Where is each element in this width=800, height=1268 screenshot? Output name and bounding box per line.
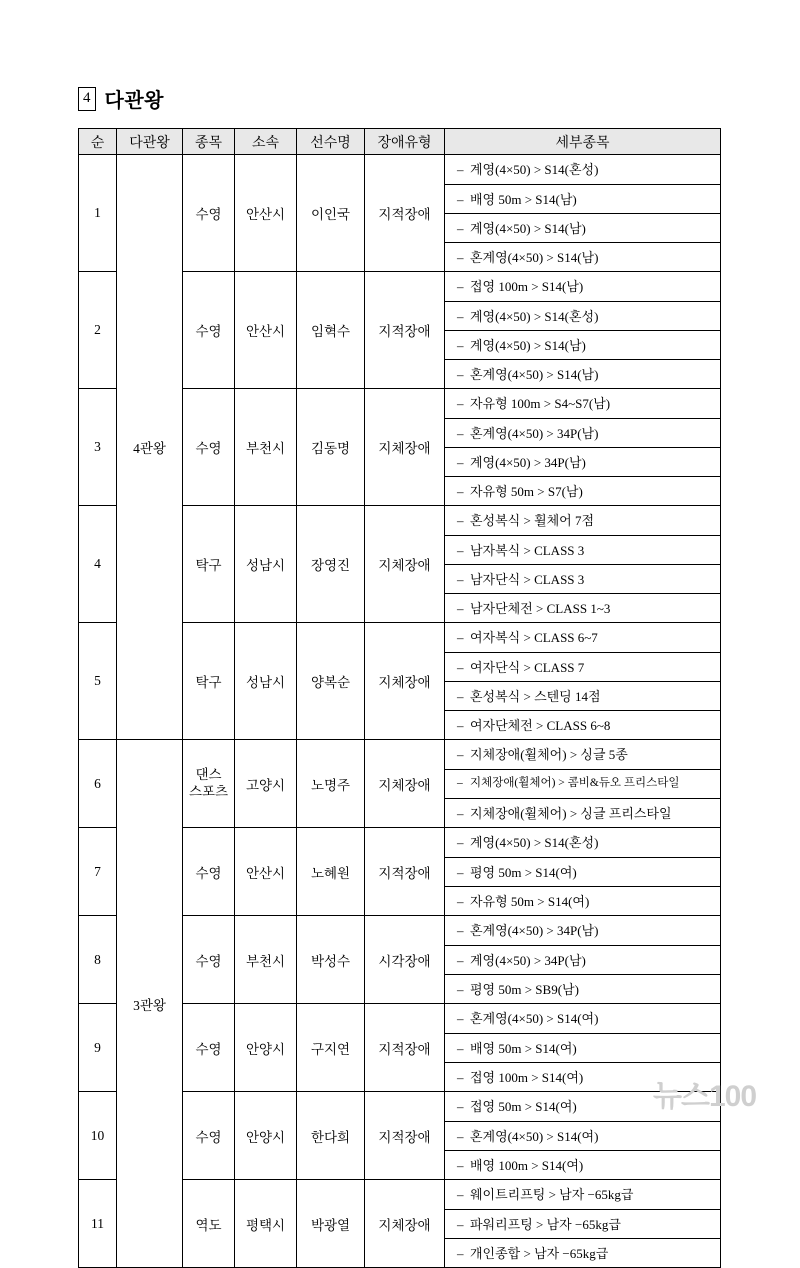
bullet-dash-icon: –: [457, 1245, 464, 1261]
detail-event-list: [445, 389, 720, 505]
detail-event-item: – 평영 50m > SB9(남): [445, 974, 720, 1003]
column-header-detail: 세부종목: [445, 129, 721, 155]
cell-team: 고양시: [235, 740, 297, 828]
cell-disability-type: 지적장애: [365, 272, 445, 389]
bullet-dash-icon: –: [457, 542, 464, 558]
bullet-dash-icon: –: [457, 1099, 464, 1114]
watermark: 뉴스100: [652, 1080, 756, 1113]
detail-event-item: – 혼계영(4×50) > 34P(남): [457, 923, 599, 938]
column-header-team: 소속: [235, 129, 297, 155]
cell-event: 수영: [183, 272, 235, 389]
detail-event-item: – 배영 50m > S14(남): [445, 184, 720, 213]
detail-event-list: [445, 1180, 720, 1267]
cell-athlete-name: 노명주: [297, 740, 365, 828]
cell-disability-type: 지체장애: [365, 389, 445, 506]
bullet-dash-icon: –: [457, 600, 464, 616]
bullet-dash-icon: –: [457, 1040, 464, 1056]
bullet-dash-icon: –: [457, 396, 464, 411]
detail-event-item: – 평영 50m > S14(여): [445, 857, 720, 886]
bullet-dash-icon: –: [457, 454, 464, 470]
detail-event-item: – 여자단체전 > CLASS 6~8: [445, 710, 720, 739]
detail-event-item: – 지체장애(휠체어) > 싱글 프리스타일: [445, 798, 720, 827]
cell-no: 6: [79, 740, 117, 828]
column-header-award: 다관왕: [117, 129, 183, 155]
bullet-dash-icon: –: [457, 952, 464, 968]
cell-athlete-name: 김동명: [297, 389, 365, 506]
cell-detail-events: [445, 740, 721, 828]
cell-team: 안산시: [235, 155, 297, 272]
bullet-dash-icon: –: [457, 659, 464, 675]
detail-event-item: – 계영(4×50) > S14(남): [445, 330, 720, 359]
cell-detail-events: [445, 916, 721, 1004]
cell-disability-type: 지체장애: [365, 623, 445, 740]
cell-event: 수영: [183, 1004, 235, 1092]
cell-athlete-name: 장영진: [297, 506, 365, 623]
detail-event-item: – 웨이트리프팅 > 남자 −65kg급: [457, 1187, 634, 1202]
detail-event-item: – 남자단체전 > CLASS 1~3: [445, 593, 720, 622]
detail-event-item: – 계영(4×50) > S14(혼성): [445, 301, 720, 330]
cell-no: 10: [79, 1092, 117, 1180]
cell-athlete-name: 구지연: [297, 1004, 365, 1092]
cell-detail-events: [445, 155, 721, 272]
detail-event-item: – 계영(4×50) > S14(혼성): [457, 162, 599, 177]
detail-event-item: – 혼계영(4×50) > S14(남): [445, 359, 720, 388]
bullet-dash-icon: –: [457, 630, 464, 645]
table-row: [79, 740, 721, 828]
bullet-dash-icon: –: [457, 717, 464, 733]
detail-event-item: – 혼계영(4×50) > S14(여): [457, 1011, 599, 1026]
bullet-dash-icon: –: [457, 279, 464, 294]
cell-disability-type: 지적장애: [365, 1092, 445, 1180]
cell-team: 평택시: [235, 1180, 297, 1268]
bullet-dash-icon: –: [457, 1128, 464, 1144]
detail-event-item: – 지체장애(휠체어) > 싱글 5종: [457, 747, 628, 762]
detail-event-item: – 남자복식 > CLASS 3: [445, 535, 720, 564]
detail-event-item: – 접영 50m > S14(여): [457, 1099, 577, 1114]
bullet-dash-icon: –: [457, 191, 464, 207]
detail-event-list: [445, 916, 720, 1003]
bullet-dash-icon: –: [457, 1216, 464, 1232]
cell-event: 탁구: [183, 623, 235, 740]
bullet-dash-icon: –: [457, 513, 464, 528]
cell-team: 성남시: [235, 506, 297, 623]
cell-team: 안산시: [235, 272, 297, 389]
detail-event-list: [445, 828, 720, 915]
bullet-dash-icon: –: [457, 337, 464, 353]
detail-event-item: – 계영(4×50) > S14(남): [445, 213, 720, 242]
column-header-no: 순: [79, 129, 117, 155]
cell-no: 7: [79, 828, 117, 916]
table-row: [79, 155, 721, 272]
cell-award-group: 4관왕: [117, 155, 183, 740]
detail-event-item: – 여자단식 > CLASS 7: [445, 652, 720, 681]
bullet-dash-icon: –: [457, 483, 464, 499]
cell-event: 역도: [183, 1180, 235, 1268]
table-header-row: [79, 129, 721, 155]
cell-no: 3: [79, 389, 117, 506]
detail-event-item: – 계영(4×50) > 34P(남): [445, 945, 720, 974]
bullet-dash-icon: –: [457, 805, 464, 821]
cell-disability-type: 지적장애: [365, 828, 445, 916]
bullet-dash-icon: –: [457, 893, 464, 909]
bullet-dash-icon: –: [457, 835, 464, 850]
detail-event-item: – 남자단식 > CLASS 3: [445, 564, 720, 593]
detail-event-item: – 혼계영(4×50) > 34P(남): [445, 418, 720, 447]
cell-detail-events: [445, 1180, 721, 1268]
cell-detail-events: [445, 623, 721, 740]
detail-event-list: [445, 506, 720, 622]
cell-disability-type: 지적장애: [365, 1004, 445, 1092]
cell-no: 2: [79, 272, 117, 389]
detail-event-item: – 계영(4×50) > S14(혼성): [457, 835, 599, 850]
bullet-dash-icon: –: [457, 777, 463, 790]
detail-event-item: – 파워리프팅 > 남자 −65kg급: [445, 1209, 720, 1238]
cell-athlete-name: 박광열: [297, 1180, 365, 1268]
detail-event-item: – 자유형 50m > S7(남): [445, 476, 720, 505]
bullet-dash-icon: –: [457, 571, 464, 587]
cell-athlete-name: 임혁수: [297, 272, 365, 389]
bullet-dash-icon: –: [457, 425, 464, 441]
detail-event-item: – 계영(4×50) > 34P(남): [445, 447, 720, 476]
cell-disability-type: 시각장애: [365, 916, 445, 1004]
detail-event-item: – 여자복식 > CLASS 6~7: [457, 630, 598, 645]
column-header-event: 종목: [183, 129, 235, 155]
detail-event-item: – 지체장애(휠체어) > 콤비&듀오 프리스타일: [445, 769, 720, 798]
cell-disability-type: 지체장애: [365, 740, 445, 828]
cell-event: 수영: [183, 155, 235, 272]
cell-athlete-name: 노혜원: [297, 828, 365, 916]
bullet-dash-icon: –: [457, 1069, 464, 1085]
cell-team: 부천시: [235, 916, 297, 1004]
bullet-dash-icon: –: [457, 366, 464, 382]
cell-athlete-name: 양복순: [297, 623, 365, 740]
bullet-dash-icon: –: [457, 249, 464, 265]
bullet-dash-icon: –: [457, 1157, 464, 1173]
cell-disability-type: 지체장애: [365, 1180, 445, 1268]
section-title: 다관왕: [104, 90, 164, 112]
detail-event-item: – 배영 50m > S14(여): [445, 1033, 720, 1062]
cell-detail-events: [445, 389, 721, 506]
cell-no: 4: [79, 506, 117, 623]
bullet-dash-icon: –: [457, 1187, 464, 1202]
detail-event-list: [445, 272, 720, 388]
cell-event: 수영: [183, 1092, 235, 1180]
bullet-dash-icon: –: [457, 981, 464, 997]
bullet-dash-icon: –: [457, 220, 464, 236]
cell-team: 안산시: [235, 828, 297, 916]
cell-athlete-name: 이인국: [297, 155, 365, 272]
cell-no: 8: [79, 916, 117, 1004]
cell-detail-events: [445, 828, 721, 916]
bullet-dash-icon: –: [457, 864, 464, 880]
cell-no: 9: [79, 1004, 117, 1092]
bullet-dash-icon: –: [457, 747, 464, 762]
table-body: [79, 155, 721, 1268]
bullet-dash-icon: –: [457, 162, 464, 177]
detail-event-list: [445, 740, 720, 827]
cell-event: 수영: [183, 828, 235, 916]
cell-team: 성남시: [235, 623, 297, 740]
detail-event-item: – 접영 100m > S14(여): [445, 1062, 720, 1091]
cell-disability-type: 지적장애: [365, 155, 445, 272]
cell-team: 안양시: [235, 1092, 297, 1180]
detail-event-item: – 자유형 50m > S14(여): [445, 886, 720, 915]
cell-event: 수영: [183, 916, 235, 1004]
cell-no: 11: [79, 1180, 117, 1268]
cell-detail-events: [445, 272, 721, 389]
cell-athlete-name: 박성수: [297, 916, 365, 1004]
multi-gold-medalist-table: [78, 128, 721, 1268]
cell-event: 탁구: [183, 506, 235, 623]
cell-no: 1: [79, 155, 117, 272]
detail-event-item: – 자유형 100m > S4~S7(남): [457, 396, 611, 411]
cell-athlete-name: 한다희: [297, 1092, 365, 1180]
detail-event-item: – 개인종합 > 남자 −65kg급: [445, 1238, 720, 1267]
detail-event-item: – 혼성복식 > 휠체어 7점: [457, 513, 595, 528]
column-header-athlete: 선수명: [297, 129, 365, 155]
bullet-dash-icon: –: [457, 688, 464, 704]
section-heading: [78, 84, 164, 113]
cell-award-group: 3관왕: [117, 740, 183, 1268]
section-number: 4: [78, 87, 96, 111]
detail-event-item: – 접영 100m > S14(남): [457, 279, 584, 294]
detail-event-item: – 혼계영(4×50) > S14(남): [445, 242, 720, 271]
bullet-dash-icon: –: [457, 1011, 464, 1026]
cell-event: 댄스 스포츠: [183, 740, 235, 828]
bullet-dash-icon: –: [457, 308, 464, 324]
cell-event: 수영: [183, 389, 235, 506]
cell-disability-type: 지체장애: [365, 506, 445, 623]
cell-detail-events: [445, 506, 721, 623]
detail-event-list: [445, 155, 720, 271]
column-header-disability: 장애유형: [365, 129, 445, 155]
detail-event-item: – 혼계영(4×50) > S14(여): [445, 1121, 720, 1150]
cell-no: 5: [79, 623, 117, 740]
cell-team: 안양시: [235, 1004, 297, 1092]
detail-event-list: [445, 623, 720, 739]
detail-event-item: – 배영 100m > S14(여): [445, 1150, 720, 1179]
detail-event-item: – 혼성복식 > 스텐딩 14점: [445, 681, 720, 710]
cell-team: 부천시: [235, 389, 297, 506]
bullet-dash-icon: –: [457, 923, 464, 938]
